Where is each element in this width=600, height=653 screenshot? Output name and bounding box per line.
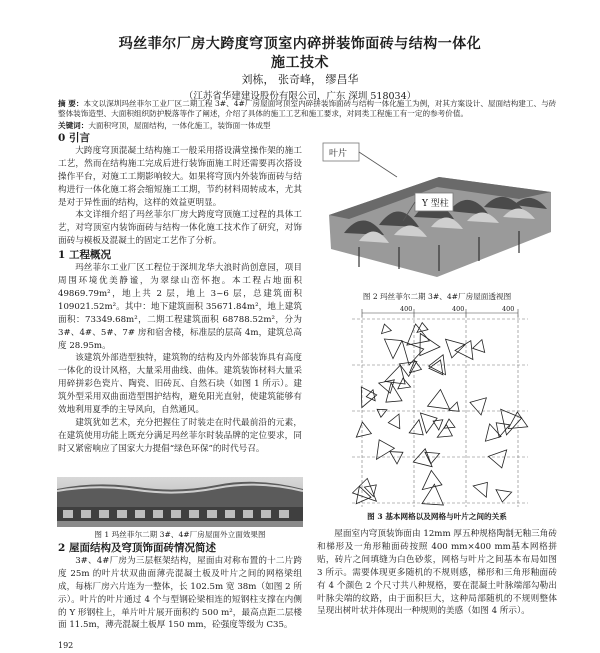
left-column-bottom xyxy=(58,542,302,632)
left-column-top xyxy=(58,130,302,456)
section-1-paragraph-2: 该建筑外部造型独特，建筑物的结构及内外部装饰具有高度一体化的设计风格，大量采用曲线、曲体。建筑装饰材料大量采用碎拼彩色瓷片、陶瓷、旧砖瓦、自然石块（如图 1 所示）。建筑外型采用双曲面造型围护结构，避免阳光直射，使建筑能够有效地利用夏季的主导风向，自然通风。 xyxy=(58,353,302,416)
figure-1-photo xyxy=(57,477,303,527)
figure-2-label-y-column: Y 型柱 xyxy=(422,199,449,209)
tile-triangle xyxy=(473,340,485,353)
tile-triangle xyxy=(455,341,473,360)
section-1-paragraph-3: 建筑犹如艺术，充分把握住了时装走在时代最前沿的元素，在建筑使用功能上既充分满足玛丝菲尔时装品牌的定位要求，同时又紧密响应了国家大力提倡“绿色环保”的时代号召。 xyxy=(58,417,302,454)
figure-2-caption: 图 2 玛丝菲尔二期 3#、4#厂房屋面透视图 xyxy=(362,292,512,301)
intro-paragraph-2: 本文详细介绍了玛丝菲尔厂房大跨度穹顶施工过程的具体工艺，对穹顶室内装饰面砖与结构一体化施工技术作了研究，对饰面砖与模板及混凝土的固定工艺作了分析。 xyxy=(58,210,302,247)
paper-title-line-2: 施工技术 xyxy=(271,55,329,71)
tile-triangle xyxy=(382,324,392,334)
section-heading-intro: 0 引言 xyxy=(58,132,90,144)
tile-triangle xyxy=(409,420,423,435)
tile-triangle xyxy=(377,409,387,417)
tile-triangle xyxy=(473,482,487,497)
right-column-text xyxy=(317,528,557,618)
tile-triangle xyxy=(379,380,395,393)
tile-triangle xyxy=(428,390,450,410)
tile-triangle xyxy=(422,470,442,489)
tile-triangle xyxy=(444,419,455,428)
figure-2-label-leaf: 叶片 xyxy=(329,149,348,159)
tile-triangle xyxy=(449,402,459,411)
abstract xyxy=(58,99,558,119)
figure-3-dim-2: 400 xyxy=(452,305,465,313)
affiliation: （江苏省华建建设股份有限公司，广东 深圳 518034） xyxy=(183,91,417,102)
figure-3-grid-diagram xyxy=(340,303,540,509)
tile-triangle xyxy=(353,478,377,501)
figure-3-dim-1: 400 xyxy=(400,305,413,313)
tile-triangle xyxy=(390,452,403,464)
tile-triangle xyxy=(488,450,506,468)
tile-triangle xyxy=(437,425,452,438)
figure-1-caption: 图 1 玛丝菲尔二期 3#、4#厂房屋面外立面效果图 xyxy=(94,530,266,539)
figure-3-dim-3: 400 xyxy=(502,305,515,313)
tile-triangle xyxy=(496,490,512,502)
tile-triangle xyxy=(413,449,432,467)
intro-paragraph-1: 大跨度穹顶混凝土结构施工一般采用搭设满堂操作架的施工工艺，然而在结构施工完成后进行装饰面施工时还需要再次搭设操作平台，对施工工期影响较大。如果将穹顶内外装饰面砖与结构进行一体化施工将会缩短施工工期，节约材料周转成本，尤其是对于异性面的结构，这样的效益更明显。 xyxy=(58,145,302,208)
tile-triangle xyxy=(470,398,486,415)
tile-triangle xyxy=(446,339,466,358)
abstract-text: 本文以深圳玛丝菲尔工业厂区二期工程 3#、4#厂房屋面穹顶室内碎拼装饰面砖与结构一体化施工为例，对其方案设计、屋面结构建工、与砖整体装饰造型、大面积组织防护脱落等作了阐述，介绍了具体的施工工艺和施工要求，对同类工程施工有一定的参考价值。 xyxy=(58,99,557,118)
tile-triangle xyxy=(399,362,416,377)
figure-3-caption-text: 图 3 基本网格以及网格与叶片之间的关系 xyxy=(367,512,507,521)
tile-triangle xyxy=(366,390,375,401)
keywords-text: 大面积穹顶，屋面结构，一体化施工，装饰面一体成型 xyxy=(88,121,271,130)
figure-3-caption xyxy=(319,511,555,522)
tile-triangle xyxy=(388,414,400,429)
tile-triangle xyxy=(384,339,402,359)
tile-triangle xyxy=(356,422,371,437)
right-paragraph-1: 屋面室内穹顶装饰面由 12mm 厚五种规格陶制无釉三角砖和梯形及一角形釉面砖按照 400 mm×400 mm基本网格拼贴，砖片之间填缝为白色砂浆，网格与叶片之间基本布局如图 3 所示。需要体现更多随机的不规则感，梯形和三角形釉面砖有 4 个颜色 2 个尺寸共八种规格，要在混凝土叶脉端部勾勒出叶脉尖端的纹路，由于面积巨大，这种局部随机的不规则整体呈现出树叶状并体现出一种规则的美感（如图 4 所示）。 xyxy=(317,529,557,617)
figure-2-roof-perspective xyxy=(319,137,555,287)
tile-triangle xyxy=(420,334,440,356)
tile-triangle xyxy=(485,424,501,441)
abstract-label: 摘 要： xyxy=(58,99,84,108)
tile-triangle xyxy=(377,440,395,460)
keywords-label: 关键词： xyxy=(58,121,89,130)
paper-title-line-1: 玛丝菲尔厂房大跨度穹顶室内碎拼装饰面砖与结构一体化 xyxy=(118,36,482,52)
section-heading-2: 2 屋面结构及穹顶饰面砖情况简述 xyxy=(58,542,216,554)
page-number: 192 xyxy=(58,641,74,650)
section-2-paragraph-1: 3#、4#厂房为三层框架结构，屋面由对称布置的十二片跨度 25m 的叶片状双曲面薄壳混凝土板及叶片之间的网格梁组成，每栋厂房六片连为一整体，长 102.5m 宽 38m（如图 2 所示）。叶片的叶片通过 4 个与型钢砼梁相连的短钢柱支撑在内侧的 Y 形钢柱上，单片叶片展开面积约 500 m²，最高点距二层楼面 11.5m，薄壳混凝土板厚 150 mm，砼强度等级为 C35。 xyxy=(58,555,302,631)
section-heading-1: 1 工程概况 xyxy=(58,249,111,262)
authors: 刘栋， 张奇峰， 缪昌华 xyxy=(241,73,359,86)
section-1-paragraph-1: 玛丝菲尔工业厂区工程位于深圳龙华大浪时尚创意园，项目周围环境优美静谧，为翠绿山峦怀抱。本工程占地面积 49869.79m²，地上共 2 层，地上 3~6 层，总建筑面积 109021.52m²。其中：地下建筑面积 35671.84m²，地上建筑面积：73349.68m²，二期工程建筑面积 68788.52m²，分为 3#、4#、5#、7# 房和宿舍楼，标准层的层高 4m，建筑总高度 28.95m。 xyxy=(58,263,302,351)
tile-triangle xyxy=(496,423,510,438)
